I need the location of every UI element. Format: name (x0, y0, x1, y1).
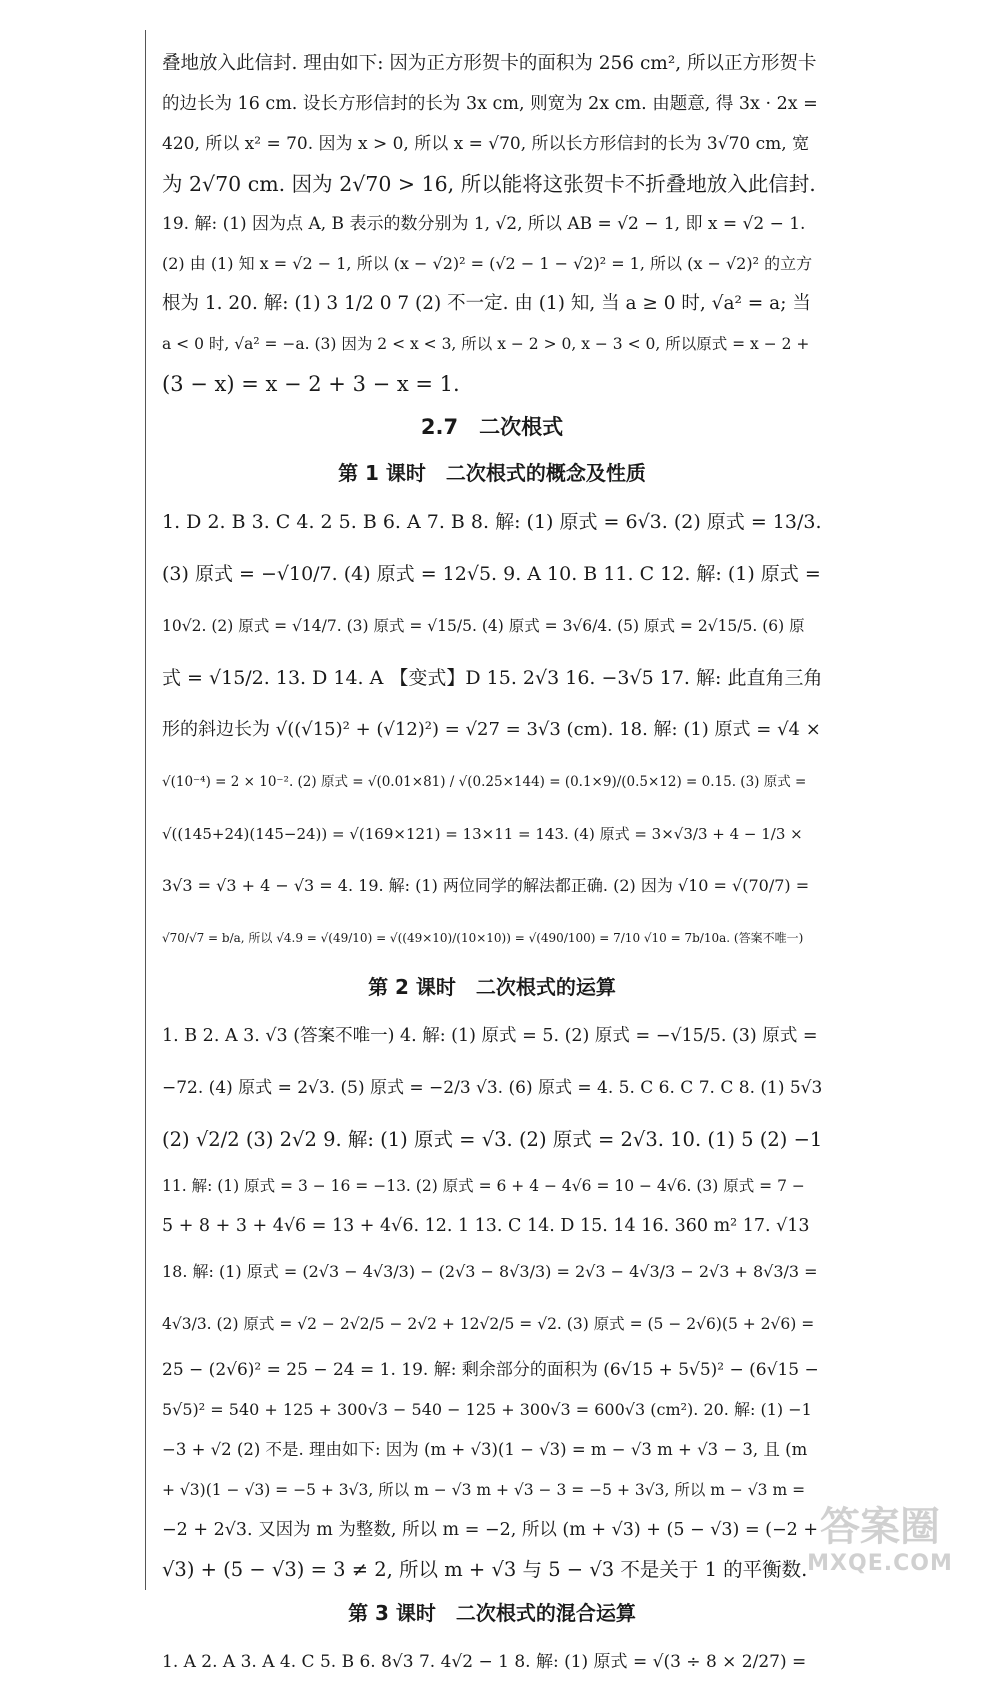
text-line: 11. 解: (1) 原式 = 3 − 16 = −13. (2) 原式 = 6 + 4 − 4√6 = 10 − 4√6. (3) 原式 = 7 − (162, 1177, 805, 1195)
text-line: a < 0 时, √a² = −a. (3) 因为 2 < x < 3, 所以 x − 2 > 0, x − 3 < 0, 所以原式 = x − 2 + (162, 335, 810, 353)
lesson-1-answers (162, 496, 822, 964)
lesson-2-answers (162, 1010, 822, 1590)
text-line: 形的斜边长为 √((√15)² + (√12)²) = √27 = 3√3 (cm). 18. 解: (1) 原式 = √4 × (162, 719, 821, 740)
lesson-3-title: 第 3 课时 二次根式的混合运算 (348, 1601, 636, 1625)
section-title: 2.7 二次根式 (420, 415, 564, 439)
text-line: √70/√7 = b/a, 所以 √4.9 = √(49/10) = √((49×10)/(10×10)) = √(490/100) = 7/10 √10 = 7b/10a. (答案不唯一) (162, 931, 804, 945)
text-line: 19. 解: (1) 因为点 A, B 表示的数分别为 1, √2, 所以 AB = √2 − 1, 即 x = √2 − 1. (162, 214, 806, 234)
text-line: 5 + 8 + 3 + 4√6 = 13 + 4√6. 12. 1 13. C 14. D 15. 14 16. 360 m² 17. √13 (162, 1216, 810, 1236)
text-line: 根为 1. 20. 解: (1) 3 1/2 0 7 (2) 不一定. 由 (1) 知, 当 a ≥ 0 时, √a² = a; 当 (162, 293, 811, 314)
text-line: (3) 原式 = −√10/7. (4) 原式 = 12√5. 9. A 10. B 11. C 12. 解: (1) 原式 = (162, 563, 821, 585)
text-line: 叠地放入此信封. 理由如下: 因为正方形贺卡的面积为 256 cm², 所以正方形贺卡 (162, 53, 817, 74)
text-line: (3 − x) = x − 2 + 3 − x = 1. (162, 372, 460, 396)
text-line: −3 + √2 (2) 不是. 理由如下: 因为 (m + √3)(1 − √3) = m − √3 m + √3 − 3, 且 (m (162, 1440, 808, 1459)
text-line: 18. 解: (1) 原式 = (2√3 − 4√3/3) − (2√3 − 8√3/3) = 2√3 − 4√3/3 − 2√3 + 8√3/3 = (162, 1262, 818, 1281)
text-line: √3) + (5 − √3) = 3 ≠ 2, 所以 m + √3 与 5 − √3 不是关于 1 的平衡数. (162, 1558, 808, 1581)
text-line: √(10⁻⁴) = 2 × 10⁻². (2) 原式 = √(0.01×81) / √(0.25×144) = (0.1×9)/(0.5×12) = 0.15. (3) 原式 = (162, 774, 807, 790)
text-line: (2) 由 (1) 知 x = √2 − 1, 所以 (x − √2)² = (√2 − 1 − √2)² = 1, 所以 (x − √2)² 的立方 (162, 254, 813, 273)
text-line: 3√3 = √3 + 4 − √3 = 4. 19. 解: (1) 两位同学的解法都正确. (2) 因为 √10 = √(70/7) = (162, 876, 810, 895)
text-line: 1. B 2. A 3. √3 (答案不唯一) 4. 解: (1) 原式 = 5. (2) 原式 = −√15/5. (3) 原式 = (162, 1026, 818, 1046)
text-line: −72. (4) 原式 = 2√3. (5) 原式 = −2/3 √3. (6) 原式 = 4. 5. C 6. C 7. C 8. (1) 5√3 (162, 1078, 822, 1098)
text-line: 1. D 2. B 3. C 4. 2 5. B 6. A 7. B 8. 解: (1) 原式 = 6√3. (2) 原式 = 13/3. (162, 511, 822, 533)
text-line: √((145+24)(145−24)) = √(169×121) = 13×11 = 143. (4) 原式 = 3×√3/3 + 4 − 1/3 × (162, 825, 803, 843)
text-line: (2) √2/2 (3) 2√2 9. 解: (1) 原式 = √3. (2) 原式 = 2√3. 10. (1) 5 (2) −1 (162, 1128, 822, 1151)
text-line: 4√3/3. (2) 原式 = √2 − 2√2/5 − 2√2 + 12√2/5 = √2. (3) 原式 = (5 − 2√6)(5 + 2√6) = (162, 1315, 815, 1333)
text-line: 式 = √15/2. 13. D 14. A 【变式】D 15. 2√3 16. −3√5 17. 解: 此直角三角 (162, 667, 822, 689)
lesson-1-title: 第 1 课时 二次根式的概念及性质 (338, 461, 646, 485)
watermark-url: MXQE.COM (807, 1551, 953, 1576)
lesson-3-answers (162, 1636, 822, 1688)
text-line: 25 − (2√6)² = 25 − 24 = 1. 19. 解: 剩余部分的面积为 (6√15 + 5√5)² − (6√15 − (162, 1360, 819, 1380)
text-line: 10√2. (2) 原式 = √14/7. (3) 原式 = √15/5. (4) 原式 = 3√6/4. (5) 原式 = 2√15/5. (6) 原 (162, 617, 805, 635)
page-left-rule (145, 30, 146, 1590)
text-line: 5√5)² = 540 + 125 + 300√3 − 540 − 125 + 300√3 = 600√3 (cm²). 20. 解: (1) −1 (162, 1400, 812, 1419)
watermark-logo-text: 答案圈 (820, 1504, 940, 1550)
answer-page (162, 44, 822, 1688)
prev-section-block (162, 44, 822, 404)
lesson-2-title: 第 2 课时 二次根式的运算 (368, 975, 616, 999)
text-line: 420, 所以 x² = 70. 因为 x > 0, 所以 x = √70, 所以长方形信封的长为 3√70 cm, 宽 (162, 134, 810, 154)
text-line: 的边长为 16 cm. 设长方形信封的长为 3x cm, 则宽为 2x cm. 由题意, 得 3x · 2x = (162, 94, 818, 114)
text-line: −2 + 2√3. 又因为 m 为整数, 所以 m = −2, 所以 (m + √3) + (5 − √3) = (−2 + (162, 1520, 819, 1540)
text-line: 1. A 2. A 3. A 4. C 5. B 6. 8√3 7. 4√2 − 1 8. 解: (1) 原式 = √(3 ÷ 8 × 2/27) = (162, 1652, 807, 1672)
text-line: 为 2√70 cm. 因为 2√70 > 16, 所以能将这张贺卡不折叠地放入此信封. (162, 172, 816, 196)
site-watermark (780, 1504, 980, 1584)
text-line: + √3)(1 − √3) = −5 + 3√3, 所以 m − √3 m + √3 − 3 = −5 + 3√3, 所以 m − √3 m = (162, 1481, 806, 1499)
